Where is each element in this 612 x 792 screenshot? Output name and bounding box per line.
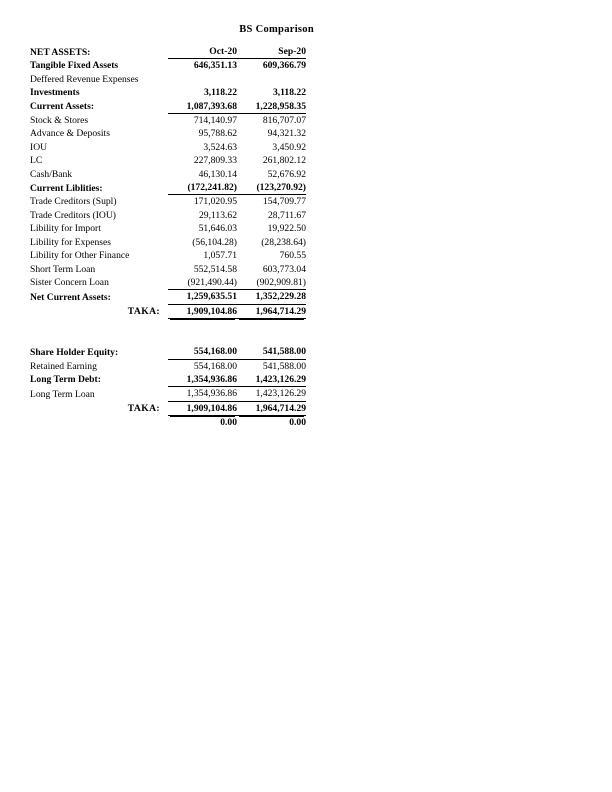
row-value-col1: 554,168.00 [193, 346, 237, 358]
row-value-col2: 94,321.32 [267, 128, 306, 140]
row-label: Share Holder Equity: [30, 346, 119, 358]
table-row [30, 59, 306, 73]
row-value-col2: 1,423,126.29 [255, 373, 306, 385]
row-value-col1: 3,524.63 [203, 141, 237, 153]
row-value-col1: 1,354,936.86 [168, 387, 237, 401]
balance-sheet-table [30, 45, 306, 430]
table-row [30, 86, 306, 99]
table-row [30, 195, 306, 209]
table-row [30, 181, 306, 195]
row-label: Libility for Expenses [30, 236, 111, 248]
table-row [30, 249, 306, 262]
spacer-cell [237, 319, 306, 346]
row-label: TAKA: [127, 403, 160, 415]
table-row [30, 73, 306, 86]
table-row [30, 304, 306, 318]
row-label [30, 416, 168, 430]
row-value-col1: 1,057.71 [203, 250, 237, 262]
table-row [30, 141, 306, 154]
row-value-col2: (123,270.92) [256, 182, 306, 194]
row-label: Short Term Loan [30, 263, 96, 275]
table-row [30, 263, 306, 276]
row-label: Current Liblities: [30, 182, 103, 194]
row-label: Tangible Fixed Assets [30, 60, 119, 72]
table-body-net-assets [30, 45, 306, 319]
row-value-col2: Sep-20 [237, 45, 306, 59]
row-value-col2: 1,352,229.28 [237, 290, 306, 304]
table-body-equity [30, 345, 306, 429]
row-value-col1: 554,168.00 [168, 359, 237, 373]
row-value-col2: 3,118.22 [272, 87, 306, 99]
table-row [30, 359, 306, 373]
table-row [30, 401, 306, 415]
row-value-col2: (902,909.81) [256, 276, 306, 288]
spacer-cell [168, 319, 237, 346]
row-label: Stock & Stores [30, 115, 89, 127]
table-row [30, 100, 306, 114]
row-label: Retained Earning [30, 360, 97, 372]
row-value-col1: 3,118.22 [203, 87, 237, 99]
table-row [30, 387, 306, 401]
row-label: Trade Creditors (IOU) [30, 209, 116, 221]
table-row [30, 236, 306, 249]
row-value-col1: 46,130.14 [198, 168, 237, 180]
table-row [30, 290, 306, 304]
row-label: Investments [30, 87, 80, 99]
row-value-col1: 1,909,104.86 [168, 304, 237, 318]
row-value-col2: 1,964,714.29 [237, 304, 306, 318]
row-value-col2: 1,423,126.29 [237, 387, 306, 401]
table-row [30, 45, 306, 59]
row-label: Sister Concern Loan [30, 277, 109, 289]
row-label: Advance & Deposits [30, 128, 110, 140]
row-value-col1: 1,354,936.86 [186, 373, 237, 385]
row-value-col1: 714,140.97 [168, 114, 237, 128]
row-value-col1: 1,259,635.51 [168, 290, 237, 304]
row-value-col2: 52,676.92 [267, 168, 306, 180]
table-row [30, 209, 306, 222]
table-row [30, 222, 306, 235]
row-value-col2: 3,450.92 [272, 141, 306, 153]
row-label: Cash/Bank [30, 168, 73, 180]
table-row [30, 416, 306, 430]
row-value-col1: (56,104.28) [192, 236, 237, 248]
row-label: LC [30, 155, 43, 167]
row-value-col2: 603,773.04 [262, 263, 306, 275]
row-value-col2: 1,964,714.29 [237, 401, 306, 415]
row-value-col1: 552,514.58 [193, 263, 237, 275]
table-row [30, 345, 306, 359]
row-value-col1: 0.00 [220, 417, 237, 429]
row-label: IOU [30, 141, 48, 153]
row-label: Trade Creditors (Supl) [30, 196, 117, 208]
row-value-col1: Oct-20 [168, 45, 237, 59]
row-value-col1: 227,809.33 [193, 155, 237, 167]
row-value-col2: 261,802.12 [262, 155, 306, 167]
row-value-col1: (921,490.44) [187, 276, 237, 288]
table-row [30, 127, 306, 140]
page-title: BS Comparison [239, 24, 314, 35]
row-label: Net Current Assets: [30, 291, 111, 303]
row-value-col1 [168, 73, 237, 86]
row-value-col1: 51,646.03 [198, 223, 237, 235]
table-row [30, 114, 306, 128]
row-value-col2: 1,228,958.35 [255, 100, 306, 112]
row-value-col2: 28,711.67 [267, 209, 306, 221]
row-value-col1: 95,788.62 [198, 128, 237, 140]
section-gap [30, 319, 306, 346]
row-label: Libility for Import [30, 223, 101, 235]
row-value-col2 [237, 73, 306, 86]
row-label: Libility for Other Finance [30, 250, 130, 262]
row-value-col1: 171,020.95 [168, 195, 237, 209]
row-value-col2: 816,707.07 [237, 114, 306, 128]
row-value-col2: 760.55 [279, 250, 306, 262]
table-row [30, 154, 306, 167]
row-value-col2: 541,588.00 [237, 359, 306, 373]
row-value-col1: 29,113.62 [198, 209, 237, 221]
row-label: Long Term Loan [30, 388, 95, 400]
row-label: Long Term Debt: [30, 374, 101, 386]
row-value-col2: (28,238.64) [261, 236, 306, 248]
row-value-col1: 1,909,104.86 [168, 401, 237, 415]
row-value-col2: 154,709.77 [237, 195, 306, 209]
row-label: Current Assets: [30, 101, 95, 113]
row-value-col1: 646,351.13 [168, 59, 237, 73]
row-label: Deffered Revenue Expenses [30, 73, 139, 85]
row-value-col2: 19,922.50 [267, 223, 306, 235]
row-value-col2: 0.00 [289, 417, 306, 429]
table-row [30, 276, 306, 290]
row-value-col2: 541,588.00 [262, 346, 306, 358]
row-value-col1: (172,241.82) [187, 182, 237, 194]
row-label: TAKA: [127, 306, 160, 318]
table-row [30, 373, 306, 387]
row-value-col2: 609,366.79 [237, 59, 306, 73]
table-row [30, 168, 306, 181]
row-value-col1: 1,087,393.68 [186, 100, 237, 112]
row-label: NET ASSETS: [30, 46, 91, 58]
table-body-gap [30, 319, 306, 346]
spacer-cell [30, 319, 168, 346]
